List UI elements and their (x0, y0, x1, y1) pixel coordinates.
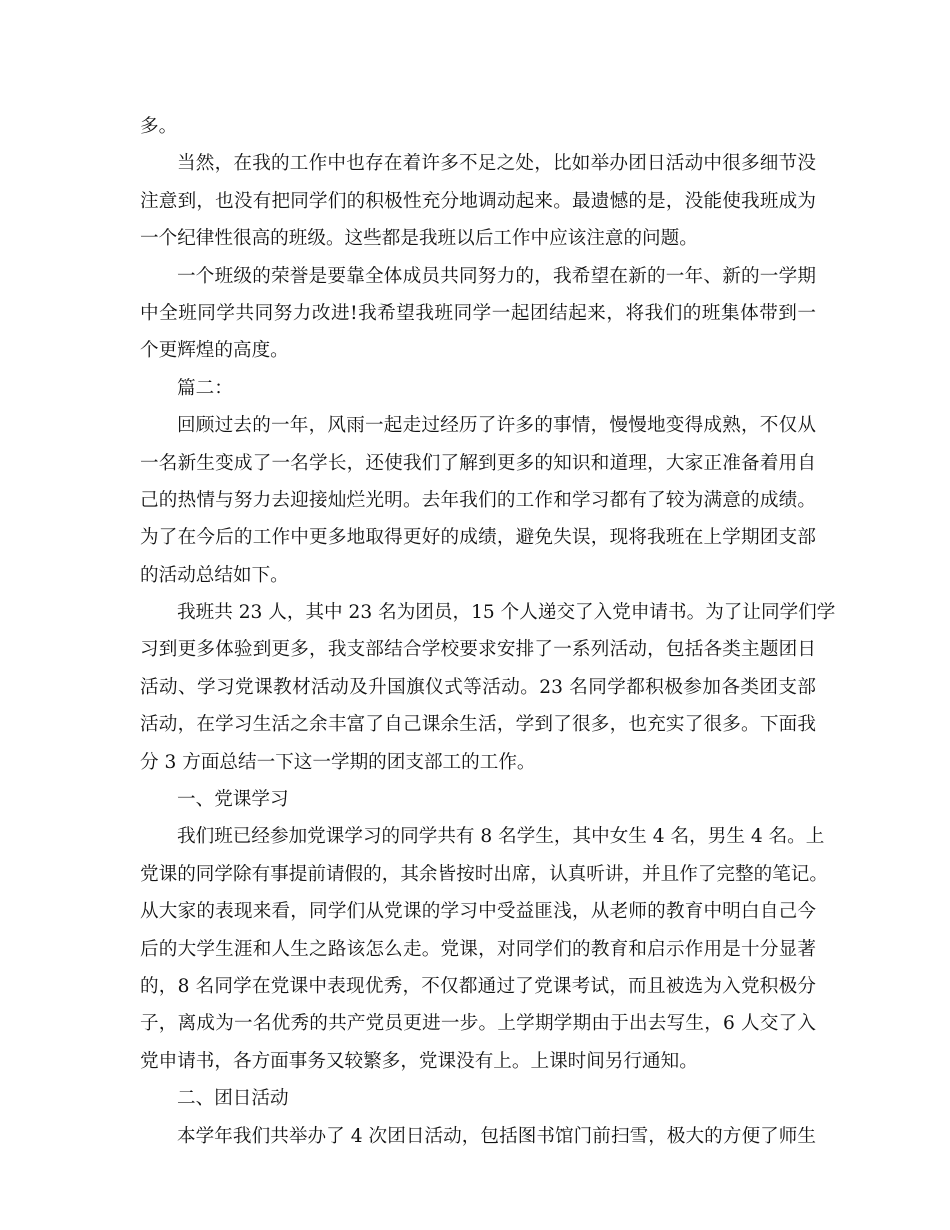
text-line: 的活动总结如下。 (140, 564, 289, 586)
text-line: 习到更多体验到更多，我支部结合学校要求安排了一系列活动，包括各类主题团日 (140, 639, 816, 661)
text-line: 多。 (140, 116, 178, 137)
text-line: 注意到，也没有把同学们的积极性充分地调动起来。最遗憾的是，没能使我班成为 (140, 190, 816, 212)
text-line: 一个纪律性很高的班级。这些都是我班以后工作中应该注意的问题。 (140, 228, 698, 250)
text-line: 个更辉煌的高度。 (140, 340, 289, 362)
text-line: 我班共 23 人，其中 23 名为团员，15 个人递交了入党申请书。为了让同学们学 (177, 602, 836, 624)
text-line: 后的大学生涯和人生之路该怎么走。党课，对同学们的教育和启示作用是十分显著 (140, 938, 816, 960)
text-line: 当然，在我的工作中也存在着许多不足之处，比如举办团日活动中很多细节没 (177, 153, 816, 175)
text-line: 一个班级的荣誉是要靠全体成员共同努力的，我希望在新的一年、新的一学期 (177, 265, 816, 287)
text-line: 分 3 方面总结一下这一学期的团支部工的工作。 (140, 751, 536, 773)
text-line: 一、党课学习 (177, 789, 289, 811)
text-line: 己的热情与努力去迎接灿烂光明。去年我们的工作和学习都有了较为满意的成绩。 (140, 489, 816, 511)
text-line: 从大家的表现来看，同学们从党课的学习中受益匪浅，从老师的教育中明白自己今 (140, 901, 816, 923)
text-line: 本学年我们共举办了 4 次团日活动，包括图书馆门前扫雪，极大的方便了师生 (177, 1125, 816, 1147)
text-line: 回顾过去的一年，风雨一起走过经历了许多的事情，慢慢地变得成熟，不仅从 (177, 415, 816, 437)
text-line: 一名新生变成了一名学长，还使我们了解到更多的知识和道理，大家正准备着用自 (140, 452, 816, 474)
text-line: 活动、学习党课教材活动及升国旗仪式等活动。23 名同学都积极参加各类团支部 (140, 676, 816, 698)
text-line: 为了在今后的工作中更多地取得更好的成绩，避免失误，现将我班在上学期团支部 (140, 527, 816, 549)
text-line: 党课的同学除有事提前请假的，其余皆按时出席，认真听讲，并且作了完整的笔记。 (140, 863, 828, 885)
text-line: 我们班已经参加党课学习的同学共有 8 名学生，其中女生 4 名，男生 4 名。上 (177, 826, 825, 848)
text-line: 党申请书，各方面事务又较繁多，党课没有上。上课时间另行通知。 (140, 1050, 698, 1072)
text-line: 篇二： (177, 377, 233, 399)
text-line: 二、团日活动 (177, 1088, 289, 1110)
text-line: 活动，在学习生活之余丰富了自己课余生活，学到了很多，也充实了很多。下面我 (140, 714, 816, 736)
text-line: 的，8 名同学在党课中表现优秀，不仅都通过了党课考试，而且被选为入党积极分 (140, 975, 816, 997)
text-line: 中全班同学共同努力改进!我希望我班同学一起团结起来，将我们的班集体带到一 (140, 302, 816, 324)
document-page (140, 108, 836, 1155)
text-line: 子，离成为一名优秀的共产党员更进一步。上学期学期由于出去写生，6 人交了入 (140, 1013, 816, 1035)
